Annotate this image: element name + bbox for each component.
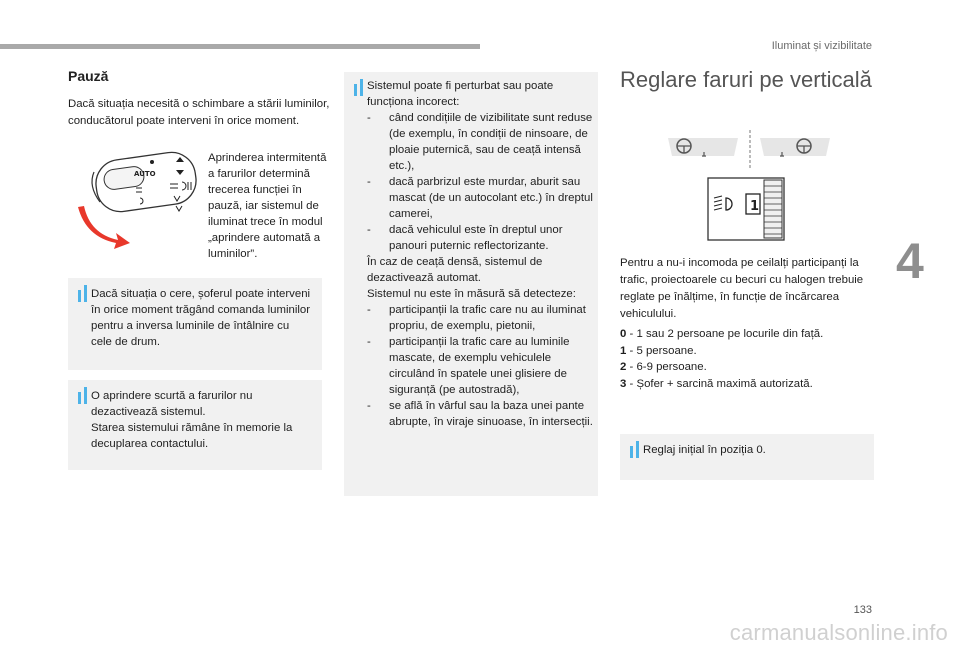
list-item: - dacă vehiculul este în dreptul unor panouri puternic reflectorizante. [367, 222, 595, 254]
list-item: - participanții la trafic care au luminile mascate, de exemplu vehiculele circulând în spatele unei glisiere de siguranță (pe autostradă), [367, 334, 595, 398]
note-system-limits [344, 72, 598, 496]
note-inverse-lights [68, 278, 322, 370]
note4-text: Reglaj inițial în poziția 0. [643, 444, 766, 456]
reglare-text: Pentru a nu-i incomoda pe ceilalți participanți la trafic, proiectoarele cu becuri cu halogen trebuie reglate pe înălțime, în funcție de încărcarea vehiculului. [620, 257, 864, 320]
note-marker-icon [354, 84, 357, 96]
light-stalk-icon [92, 149, 199, 214]
note-marker-icon [78, 290, 81, 302]
steering-wheel-left-icon [668, 138, 738, 156]
note-marker-icon [78, 392, 81, 404]
note-short-flash [68, 380, 322, 470]
list-item: - participanții la trafic care nu au iluminat propriu, de exemplu, pietonii, [367, 302, 595, 334]
header-rule [0, 44, 480, 49]
section-title: Iluminat și vizibilitate [771, 40, 872, 52]
light-stalk-illustration [78, 148, 202, 252]
list-item: 3 - Șofer + sarcină maximă autorizată. [620, 377, 813, 390]
note2-line1: O aprindere scurtă a farurilor nu dezactivează sistemul. [91, 390, 253, 418]
list-item: - se află în vârful sau la baza unei pante abrupte, în viraje sinuoase, în intersecții. [367, 398, 595, 430]
detect-intro: Sistemul nu este în măsură să detecteze: [367, 288, 576, 300]
detect-list [367, 302, 595, 430]
pauza-heading: Pauză [68, 68, 109, 84]
note-initial-setting [620, 434, 874, 480]
stalk-caption: Aprinderea intermitentă a farurilor determină trecerea funcției în pauză, iar sistemul de iluminat trece în modul „aprindere automată a luminilor”. [208, 152, 327, 260]
steering-wheel-right-icon [760, 138, 830, 156]
load-levels [620, 326, 874, 392]
list-item: 1 - 5 persoane. [620, 344, 697, 357]
headlamp-adjuster-illustration [664, 130, 834, 242]
list-item: - când condițiile de vizibilitate sunt reduse (de exemplu, în condiții de ninsoare, de ploaie puternică, sau de ceață intensă etc.), [367, 110, 595, 174]
note2-line2: Starea sistemului rămâne în memorie la decuplarea contactului. [91, 422, 293, 450]
list-item: - dacă parbrizul este murdar, aburit sau mascat (de un autocolant etc.) în dreptul camerei, [367, 174, 595, 222]
watermark-link[interactable]: carmanualsonline.info [729, 620, 948, 645]
fog-text: În caz de ceață densă, sistemul de dezactivează automat. [367, 256, 543, 284]
height-adjust-wheel-icon [708, 178, 784, 240]
limits-intro: Sistemul poate fi perturbat sau poate funcționa incorect: [367, 80, 554, 108]
chapter-number: 4 [896, 233, 924, 289]
list-item: 0 - 1 sau 2 persoane pe locurile din față. [620, 328, 824, 340]
list-item: 2 - 6-9 persoane. [620, 361, 707, 373]
note-marker-icon [630, 446, 633, 458]
stalk-auto-label: AUTO [134, 170, 156, 178]
reglare-heading: Reglare faruri pe verticală [620, 67, 872, 92]
pull-arrow-icon [78, 206, 130, 249]
limits-list [367, 110, 595, 254]
pauza-intro: Dacă situația necesită o schimbare a stării luminilor, conducătorul poate interveni în orice moment. [68, 98, 330, 127]
note1-text: Dacă situația o cere, șoferul poate interveni în orice moment trăgând comanda luminilor pentru a inversa luminile de întâlnire cu cele de drum. [91, 288, 311, 348]
wheel-value: 1 [750, 199, 760, 214]
page-number: 133 [853, 604, 872, 616]
